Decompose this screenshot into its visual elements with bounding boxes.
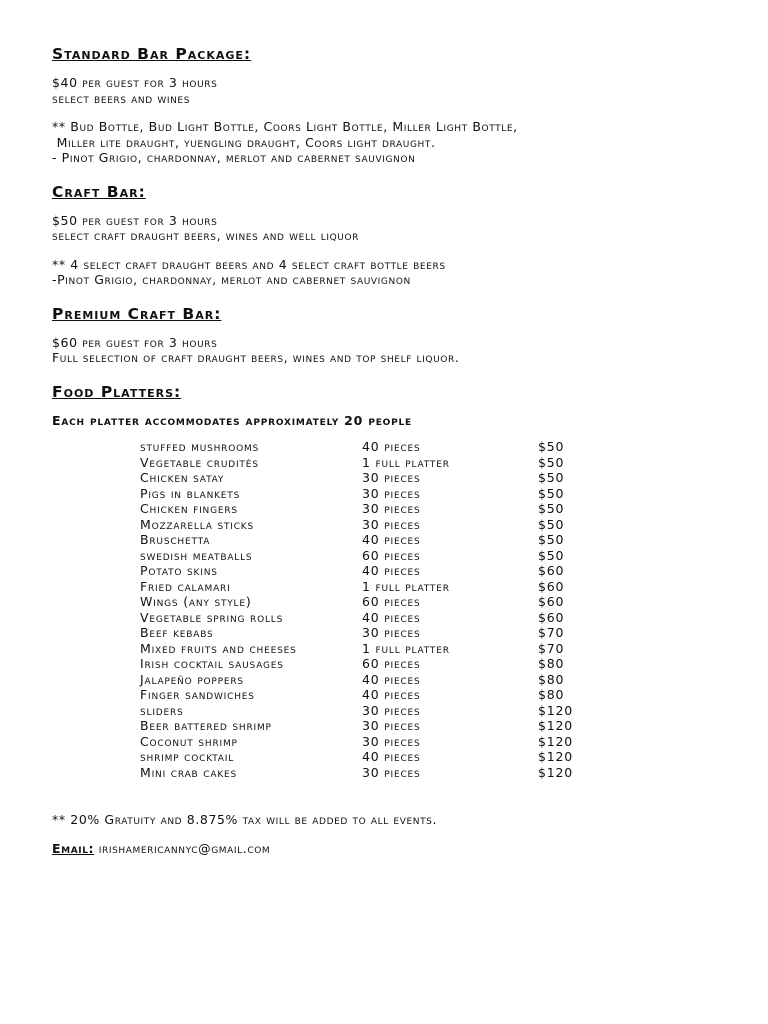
platter-name: Mini crab cakes (140, 764, 238, 780)
craft-beers-line: ** 4 select craft draught beers and 4 select craft bottle beers (52, 256, 446, 272)
platter-row (140, 532, 598, 548)
platter-price: $50 (538, 485, 565, 501)
platter-quantity: 1 full platter (362, 578, 450, 594)
platter-quantity: 30 pieces (362, 516, 421, 532)
craft-select-line: select craft draught beers, wines and well liquor (52, 228, 360, 243)
platter-price: $50 (538, 439, 565, 454)
platter-name: Wings (any style) (140, 594, 252, 609)
platter-name: stuffed mushrooms (140, 439, 260, 454)
platter-name: Chicken fingers (140, 501, 238, 516)
platter-name: Jalapeño poppers (140, 671, 244, 687)
platter-row (140, 455, 598, 471)
food-platters-subheading: Each platter accommodates approximately 20 people (52, 412, 412, 428)
platter-price: $120 (538, 749, 574, 764)
email-label: Email: (52, 840, 95, 856)
platter-price: $120 (538, 718, 574, 733)
platter-price: $70 (538, 640, 565, 656)
email-line (52, 841, 742, 857)
platter-price: $50 (538, 532, 565, 547)
platter-row (140, 501, 598, 517)
platter-quantity: 40 pieces (362, 439, 421, 454)
craft-bar-heading: Craft Bar: (52, 182, 146, 201)
platter-name: shrimp cocktail (140, 749, 235, 764)
platter-price: $80 (538, 656, 565, 671)
standard-beers-line-1: ** Bud Bottle, Bud Light Bottle, Coors Light Bottle, Miller Light Bottle, (52, 119, 518, 134)
platter-row (140, 641, 598, 657)
food-platters-table (140, 439, 598, 780)
platter-quantity: 30 pieces (362, 470, 421, 485)
platter-row (140, 703, 598, 719)
platter-price: $60 (538, 609, 565, 625)
platter-quantity: 60 pieces (362, 547, 421, 563)
standard-price-line: $40 per guest for 3 hours (52, 75, 218, 90)
standard-bar-heading: Standard Bar Package: (52, 45, 252, 63)
platter-price: $120 (538, 764, 574, 780)
platter-row (140, 656, 598, 672)
platter-row (140, 439, 598, 455)
platter-price: $120 (538, 733, 574, 749)
platter-quantity: 30 pieces (362, 625, 421, 640)
platter-price: $70 (538, 625, 565, 640)
platter-quantity: 40 pieces (362, 532, 421, 547)
platter-row (140, 610, 598, 626)
platter-row (140, 687, 598, 703)
premium-craft-bar-heading: Premium Craft Bar: (52, 304, 222, 323)
platter-name: swedish meatballs (140, 547, 253, 563)
platter-name: Coconut shrimp (140, 733, 238, 749)
platter-row (140, 579, 598, 595)
platter-quantity: 30 pieces (362, 485, 421, 501)
platter-quantity: 1 full platter (362, 454, 450, 470)
standard-wines-line: - Pinot Grigio, chardonnay, merlot and cabernet sauvignon (52, 150, 416, 165)
platter-name: Beer battered shrimp (140, 718, 272, 733)
platter-price: $80 (538, 671, 565, 687)
platter-quantity: 40 pieces (362, 609, 421, 625)
platter-price: $60 (538, 578, 565, 594)
premium-price-line: $60 per guest for 3 hours (52, 334, 218, 350)
platter-row (140, 765, 598, 781)
platter-row (140, 625, 598, 641)
platter-quantity: 1 full platter (362, 640, 450, 656)
platter-name: Vegetable crudités (140, 454, 259, 470)
platter-name: Pigs in blankets (140, 485, 241, 501)
platter-name: Bruschetta (140, 532, 211, 547)
platter-price: $60 (538, 563, 565, 578)
platter-name: sliders (140, 702, 184, 718)
platter-name: Beef kebabs (140, 625, 214, 640)
platter-price: $120 (538, 702, 574, 718)
platter-price: $50 (538, 470, 565, 485)
platter-row (140, 749, 598, 765)
platter-quantity: 40 pieces (362, 563, 421, 578)
craft-price-line: $50 per guest for 3 hours (52, 212, 218, 228)
platter-name: Chicken satay (140, 470, 225, 485)
platter-row (140, 563, 598, 579)
platter-name: Potato skins (140, 563, 218, 578)
platter-price: $80 (538, 687, 565, 702)
platter-quantity: 30 pieces (362, 702, 421, 718)
platter-quantity: 30 pieces (362, 718, 421, 733)
platter-row (140, 734, 598, 750)
document-page (52, 44, 742, 856)
standard-select-line: select beers and wines (52, 90, 191, 106)
platter-row (140, 594, 598, 610)
standard-beers-line-2: Miller lite draught, yuengling draught, Coors light draught. (52, 134, 436, 150)
platter-price: $50 (538, 547, 565, 563)
email-address[interactable]: irishamericannyc@gmail.com (98, 840, 271, 856)
platter-row (140, 486, 598, 502)
premium-select-line: Full selection of craft draught beers, wines and top shelf liquor. (52, 350, 460, 365)
platter-name: Mixed fruits and cheeses (140, 640, 297, 656)
platter-quantity: 30 pieces (362, 764, 421, 780)
platter-name: Mozzarella sticks (140, 516, 255, 532)
gratuity-note: ** 20% Gratuity and 8.875% tax will be added to all events. (52, 812, 438, 827)
platter-row (140, 517, 598, 533)
platter-quantity: 30 pieces (362, 501, 421, 516)
platter-name: Irish cocktail sausages (140, 656, 284, 671)
platter-quantity: 30 pieces (362, 733, 421, 749)
platter-row (140, 718, 598, 734)
platter-quantity: 40 pieces (362, 671, 421, 687)
platter-row (140, 672, 598, 688)
platter-price: $60 (538, 594, 565, 609)
craft-wines-line: -Pinot Grigio, chardonnay, merlot and cabernet sauvignon (52, 272, 411, 287)
platter-price: $50 (538, 516, 565, 532)
platter-quantity: 60 pieces (362, 594, 421, 609)
platter-name: Finger sandwiches (140, 687, 255, 702)
platter-name: Vegetable spring rolls (140, 609, 284, 625)
platter-row (140, 548, 598, 564)
platter-price: $50 (538, 454, 565, 470)
platter-quantity: 40 pieces (362, 687, 421, 702)
platter-price: $50 (538, 501, 565, 516)
platter-row (140, 470, 598, 486)
platter-quantity: 40 pieces (362, 749, 421, 764)
platter-name: Fried calamari (140, 578, 231, 594)
food-platters-heading: Food Platters: (52, 382, 182, 401)
platter-quantity: 60 pieces (362, 656, 421, 671)
